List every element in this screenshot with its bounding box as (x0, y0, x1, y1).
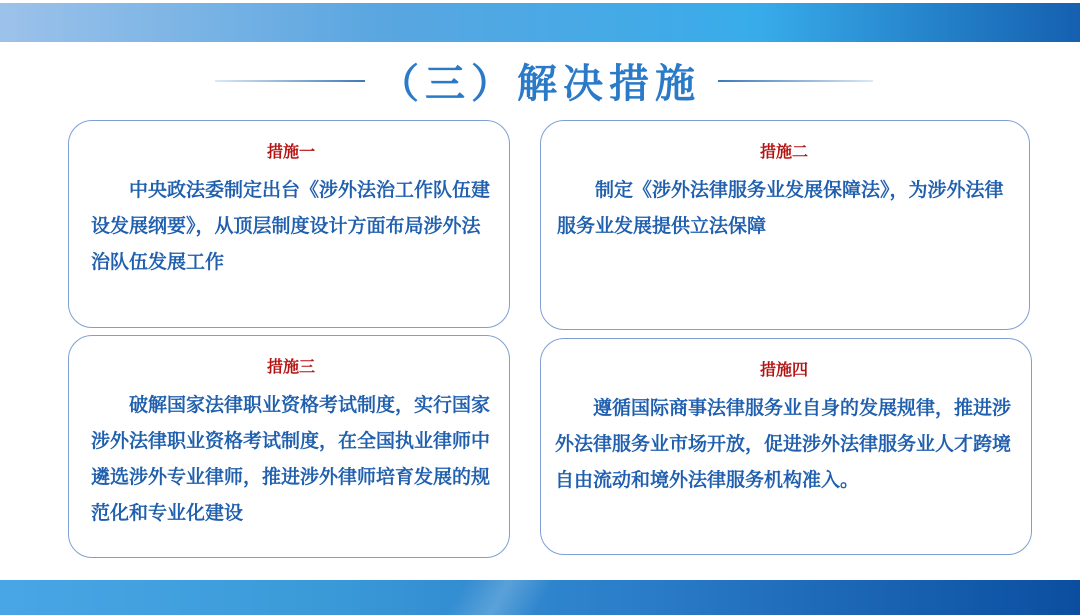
measure-heading: 措施三 (266, 357, 315, 376)
measure-text: 破解国家法律职业资格考试制度，实行国家涉外法律职业资格考试制度，在全国执业律师中遴选涉外专业律师，推进涉外律师培育发展的规范化和专业化建设 (91, 394, 491, 524)
measure-heading: 措施二 (759, 142, 808, 161)
title-divider-right (718, 80, 873, 82)
footer-band (0, 580, 1080, 615)
measure-text: 遵循国际商事法律服务业自身的发展规律，推进涉外法律服务业市场开放，促进涉外法律服务业人才跨境自由流动和境外法律服务机构准入。 (555, 397, 1012, 491)
header-band (0, 3, 1080, 42)
page-title: （三）解决措施 (379, 61, 701, 107)
measure-card-1 (68, 120, 510, 328)
measure-text: 制定《涉外法律服务业发展保障法》，为涉外法律服务业发展提供立法保障 (557, 179, 1004, 237)
measure-card-3 (68, 335, 510, 558)
measure-heading: 措施一 (266, 142, 315, 161)
measure-card-2 (540, 120, 1030, 330)
measure-text: 中央政法委制定出台《涉外法治工作队伍建设发展纲要》，从顶层制度设计方面布局涉外法治队伍发展工作 (91, 179, 491, 273)
measure-card-4 (540, 338, 1032, 555)
measure-heading: 措施四 (759, 360, 808, 379)
